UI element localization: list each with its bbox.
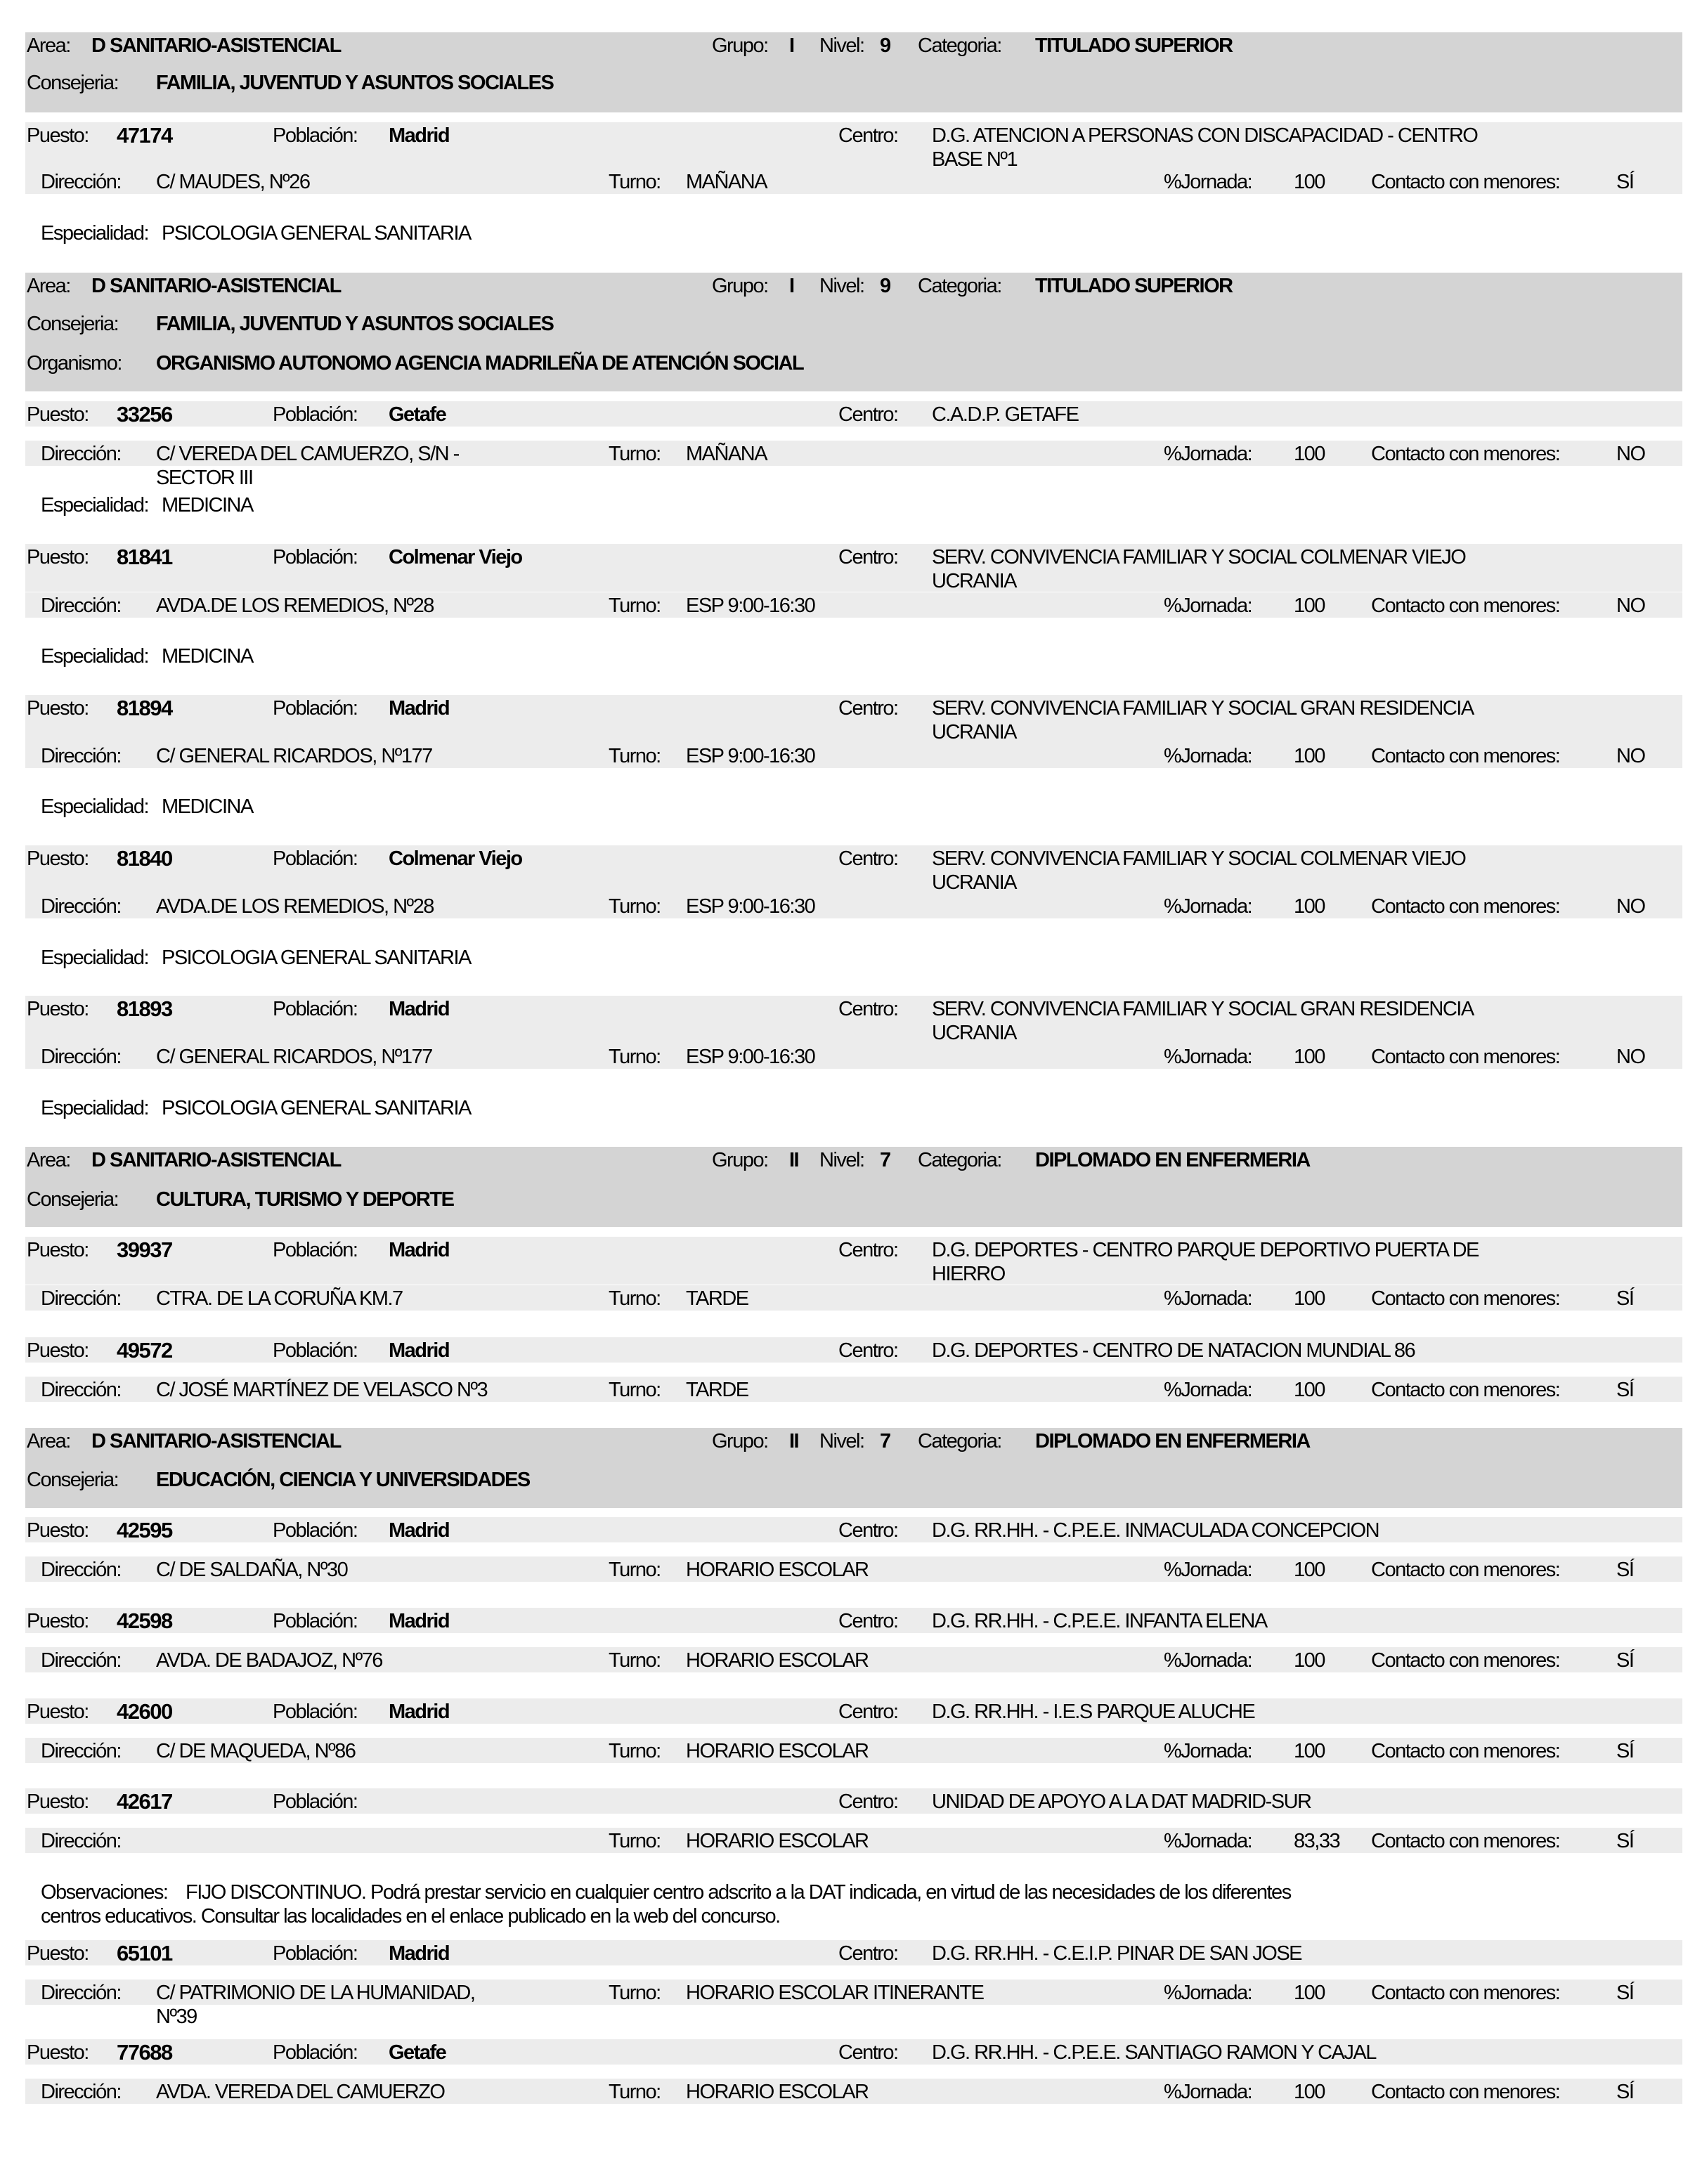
centro-label: Centro: (838, 2041, 898, 2064)
puesto-number: 42617 (117, 1789, 172, 1814)
consejeria-label: Consejeria: (27, 313, 119, 335)
poblacion-label: Población: (273, 403, 358, 426)
especialidad-value: PSICOLOGIA GENERAL SANITARIA (162, 1097, 471, 1119)
centro-value: UCRANIA (932, 721, 1017, 743)
centro-label: Centro: (838, 403, 898, 426)
puesto-number: 33256 (117, 402, 172, 427)
centro-value: HIERRO (932, 1263, 1005, 1285)
direccion-value: C/ DE MAQUEDA, Nº86 (156, 1740, 356, 1762)
turno-value: HORARIO ESCOLAR ITINERANTE (686, 1982, 984, 2004)
direccion-label: Dirección: (41, 1740, 121, 1762)
especialidad-label: Especialidad: (41, 645, 148, 668)
puesto-number: 42595 (117, 1518, 172, 1542)
poblacion-value: Madrid (389, 1610, 450, 1632)
grupo-label: Grupo: (712, 34, 768, 57)
poblacion-value: Getafe (389, 403, 446, 426)
direccion-label: Dirección: (41, 171, 121, 193)
organismo-value: ORGANISMO AUTONOMO AGENCIA MADRILEÑA DE ATENCIÓN SOCIAL (156, 352, 804, 375)
direccion-value: C/ JOSÉ MARTÍNEZ DE VELASCO Nº3 (156, 1379, 488, 1401)
especialidad-label: Especialidad: (41, 494, 148, 516)
turno-value: HORARIO ESCOLAR (686, 1559, 869, 1581)
poblacion-value: Madrid (389, 1701, 450, 1723)
puesto-number: 65101 (117, 1941, 172, 1965)
direccion-value: AVDA. DE BADAJOZ, Nº76 (156, 1649, 382, 1672)
puesto-label: Puesto: (27, 1701, 89, 1723)
poblacion-label: Población: (273, 1942, 358, 1965)
jornada-label: %Jornada: (1164, 1046, 1252, 1068)
contacto-label: Contacto con menores: (1371, 594, 1560, 617)
direccion-label: Dirección: (41, 1287, 121, 1310)
poblacion-value: Madrid (389, 697, 450, 720)
puesto-number: 81841 (117, 545, 172, 569)
centro-value: UCRANIA (932, 871, 1017, 894)
turno-value: ESP 9:00-16:30 (686, 895, 815, 918)
poblacion-label: Población: (273, 697, 358, 720)
turno-label: Turno: (609, 895, 661, 918)
turno-label: Turno: (609, 1046, 661, 1068)
observaciones-value: centros educativos. Consultar las localidades en el enlace publicado en la web del concurso. (41, 1905, 780, 1928)
puesto-label: Puesto: (27, 124, 89, 147)
contacto-label: Contacto con menores: (1371, 1982, 1560, 2004)
contacto-label: Contacto con menores: (1371, 1559, 1560, 1581)
jornada-value: 100 (1294, 1287, 1325, 1310)
categoria-value: TITULADO SUPERIOR (1035, 34, 1233, 57)
direccion-label: Dirección: (41, 1379, 121, 1401)
turno-value: ESP 9:00-16:30 (686, 1046, 815, 1068)
direccion-value: C/ MAUDES, Nº26 (156, 171, 310, 193)
centro-label: Centro: (838, 847, 898, 870)
consejeria-value: FAMILIA, JUVENTUD Y ASUNTOS SOCIALES (156, 72, 554, 94)
poblacion-value: Madrid (389, 1942, 450, 1965)
direccion-value: AVDA.DE LOS REMEDIOS, Nº28 (156, 594, 434, 617)
puesto-label: Puesto: (27, 2041, 89, 2064)
area-label: Area: (27, 1149, 70, 1171)
categoria-value: DIPLOMADO EN ENFERMERIA (1035, 1149, 1310, 1171)
puesto-label: Puesto: (27, 403, 89, 426)
especialidad-value: MEDICINA (162, 494, 253, 516)
centro-value: UNIDAD DE APOYO A LA DAT MADRID-SUR (932, 1790, 1311, 1813)
centro-value: D.G. ATENCION A PERSONAS CON DISCAPACIDAD - CENTRO (932, 124, 1478, 147)
centro-value: SERV. CONVIVENCIA FAMILIAR Y SOCIAL GRAN RESIDENCIA (932, 998, 1474, 1020)
jornada-label: %Jornada: (1164, 443, 1252, 465)
poblacion-label: Población: (273, 1239, 358, 1261)
area-value: D SANITARIO-ASISTENCIAL (91, 275, 341, 297)
especialidad-value: PSICOLOGIA GENERAL SANITARIA (162, 947, 471, 969)
direccion-value: C/ VEREDA DEL CAMUERZO, S/N - (156, 443, 459, 465)
poblacion-label: Población: (273, 546, 358, 568)
contacto-value: NO (1616, 1046, 1645, 1068)
especialidad-label: Especialidad: (41, 947, 148, 969)
grupo-label: Grupo: (712, 1430, 768, 1452)
contacto-value: NO (1616, 895, 1645, 918)
poblacion-value: Madrid (389, 1239, 450, 1261)
jornada-value: 100 (1294, 1982, 1325, 2004)
contacto-label: Contacto con menores: (1371, 895, 1560, 918)
observaciones-label: Observaciones: (41, 1881, 168, 1904)
jornada-label: %Jornada: (1164, 1287, 1252, 1310)
contacto-label: Contacto con menores: (1371, 1740, 1560, 1762)
turno-value: TARDE (686, 1379, 748, 1401)
direccion-label: Dirección: (41, 745, 121, 767)
centro-label: Centro: (838, 546, 898, 568)
puesto-label: Puesto: (27, 697, 89, 720)
area-value: D SANITARIO-ASISTENCIAL (91, 1149, 341, 1171)
contacto-value: SÍ (1616, 2081, 1634, 2103)
puesto-number: 77688 (117, 2040, 172, 2065)
categoria-label: Categoria: (918, 275, 1001, 297)
puesto-label: Puesto: (27, 847, 89, 870)
puesto-label: Puesto: (27, 1339, 89, 1362)
turno-label: Turno: (609, 1830, 661, 1852)
centro-value: BASE Nº1 (932, 148, 1018, 171)
centro-value: D.G. RR.HH. - C.P.E.E. SANTIAGO RAMON Y CAJAL (932, 2041, 1376, 2064)
centro-label: Centro: (838, 1942, 898, 1965)
grupo-value: II (789, 1149, 799, 1171)
turno-label: Turno: (609, 594, 661, 617)
turno-label: Turno: (609, 171, 661, 193)
contacto-value: SÍ (1616, 1559, 1634, 1581)
jornada-label: %Jornada: (1164, 1379, 1252, 1401)
grupo-label: Grupo: (712, 275, 768, 297)
contacto-label: Contacto con menores: (1371, 171, 1560, 193)
nivel-value: 9 (880, 34, 890, 57)
nivel-value: 7 (880, 1430, 890, 1452)
consejeria-value: FAMILIA, JUVENTUD Y ASUNTOS SOCIALES (156, 313, 554, 335)
jornada-label: %Jornada: (1164, 1559, 1252, 1581)
centro-label: Centro: (838, 697, 898, 720)
direccion-label: Dirección: (41, 1046, 121, 1068)
centro-label: Centro: (838, 1519, 898, 1542)
turno-label: Turno: (609, 1982, 661, 2004)
contacto-value: SÍ (1616, 171, 1634, 193)
turno-value: HORARIO ESCOLAR (686, 2081, 869, 2103)
poblacion-value: Madrid (389, 998, 450, 1020)
nivel-value: 7 (880, 1149, 890, 1171)
especialidad-value: MEDICINA (162, 645, 253, 668)
puesto-label: Puesto: (27, 998, 89, 1020)
centro-label: Centro: (838, 1339, 898, 1362)
centro-value: D.G. DEPORTES - CENTRO DE NATACION MUNDIAL 86 (932, 1339, 1415, 1362)
especialidad-label: Especialidad: (41, 222, 148, 245)
turno-label: Turno: (609, 1559, 661, 1581)
contacto-value: NO (1616, 594, 1645, 617)
centro-label: Centro: (838, 1239, 898, 1261)
contacto-label: Contacto con menores: (1371, 1046, 1560, 1068)
puesto-number: 42600 (117, 1699, 172, 1724)
puesto-number: 49572 (117, 1338, 172, 1363)
contacto-value: SÍ (1616, 1287, 1634, 1310)
especialidad-label: Especialidad: (41, 1097, 148, 1119)
direccion-value: CTRA. DE LA CORUÑA KM.7 (156, 1287, 403, 1310)
direccion-label: Dirección: (41, 443, 121, 465)
contacto-label: Contacto con menores: (1371, 745, 1560, 767)
poblacion-value: Colmenar Viejo (389, 847, 522, 870)
turno-label: Turno: (609, 443, 661, 465)
centro-value: SERV. CONVIVENCIA FAMILIAR Y SOCIAL GRAN RESIDENCIA (932, 697, 1474, 720)
puesto-number: 81840 (117, 846, 172, 871)
contacto-label: Contacto con menores: (1371, 443, 1560, 465)
direccion-label: Dirección: (41, 1559, 121, 1581)
categoria-label: Categoria: (918, 1430, 1001, 1452)
direccion-value: C/ DE SALDAÑA, Nº30 (156, 1559, 348, 1581)
centro-label: Centro: (838, 998, 898, 1020)
poblacion-label: Población: (273, 847, 358, 870)
grupo-label: Grupo: (712, 1149, 768, 1171)
jornada-label: %Jornada: (1164, 594, 1252, 617)
centro-value: D.G. RR.HH. - I.E.S PARQUE ALUCHE (932, 1701, 1255, 1723)
poblacion-label: Población: (273, 2041, 358, 2064)
poblacion-value: Getafe (389, 2041, 446, 2064)
turno-value: ESP 9:00-16:30 (686, 745, 815, 767)
observaciones-value: FIJO DISCONTINUO. Podrá prestar servicio en cualquier centro adscrito a la DAT indicada, en virtud de las necesidades de los diferentes (186, 1881, 1291, 1904)
centro-value: D.G. DEPORTES - CENTRO PARQUE DEPORTIVO PUERTA DE (932, 1239, 1479, 1261)
jornada-value: 100 (1294, 895, 1325, 918)
turno-value: ESP 9:00-16:30 (686, 594, 815, 617)
poblacion-label: Población: (273, 1790, 358, 1813)
especialidad-value: MEDICINA (162, 795, 253, 818)
contacto-value: NO (1616, 443, 1645, 465)
turno-label: Turno: (609, 1740, 661, 1762)
consejeria-value: EDUCACIÓN, CIENCIA Y UNIVERSIDADES (156, 1469, 530, 1491)
turno-label: Turno: (609, 1287, 661, 1310)
centro-value: D.G. RR.HH. - C.P.E.E. INFANTA ELENA (932, 1610, 1267, 1632)
puesto-label: Puesto: (27, 1610, 89, 1632)
direccion-value: AVDA. VEREDA DEL CAMUERZO (156, 2081, 445, 2103)
turno-value: MAÑANA (686, 443, 767, 465)
nivel-label: Nivel: (819, 1430, 864, 1452)
turno-value: TARDE (686, 1287, 748, 1310)
poblacion-value: Colmenar Viejo (389, 546, 522, 568)
jornada-label: %Jornada: (1164, 2081, 1252, 2103)
categoria-value: DIPLOMADO EN ENFERMERIA (1035, 1430, 1310, 1452)
direccion-label: Dirección: (41, 594, 121, 617)
direccion-label: Dirección: (41, 1830, 121, 1852)
centro-label: Centro: (838, 1790, 898, 1813)
centro-value: D.G. RR.HH. - C.P.E.E. INMACULADA CONCEPCION (932, 1519, 1379, 1542)
contacto-label: Contacto con menores: (1371, 2081, 1560, 2103)
direccion-value: C/ GENERAL RICARDOS, Nº177 (156, 1046, 432, 1068)
puesto-label: Puesto: (27, 1790, 89, 1813)
centro-label: Centro: (838, 1610, 898, 1632)
poblacion-label: Población: (273, 124, 358, 147)
categoria-value: TITULADO SUPERIOR (1035, 275, 1233, 297)
puesto-label: Puesto: (27, 1519, 89, 1542)
area-label: Area: (27, 1430, 70, 1452)
especialidad-value: PSICOLOGIA GENERAL SANITARIA (162, 222, 471, 245)
direccion-label: Dirección: (41, 1649, 121, 1672)
centro-value: UCRANIA (932, 1022, 1017, 1044)
consejeria-label: Consejeria: (27, 72, 119, 94)
jornada-label: %Jornada: (1164, 745, 1252, 767)
poblacion-value: Madrid (389, 1339, 450, 1362)
centro-label: Centro: (838, 124, 898, 147)
puesto-label: Puesto: (27, 1239, 89, 1261)
poblacion-label: Población: (273, 998, 358, 1020)
poblacion-label: Población: (273, 1519, 358, 1542)
jornada-value: 100 (1294, 2081, 1325, 2103)
centro-value: SERV. CONVIVENCIA FAMILIAR Y SOCIAL COLMENAR VIEJO (932, 546, 1466, 568)
poblacion-value: Madrid (389, 1519, 450, 1542)
area-label: Area: (27, 275, 70, 297)
centro-value: D.G. RR.HH. - C.E.I.P. PINAR DE SAN JOSE (932, 1942, 1302, 1965)
puesto-label: Puesto: (27, 1942, 89, 1965)
puesto-label: Puesto: (27, 546, 89, 568)
jornada-value: 100 (1294, 594, 1325, 617)
jornada-label: %Jornada: (1164, 1740, 1252, 1762)
poblacion-label: Población: (273, 1701, 358, 1723)
centro-label: Centro: (838, 1701, 898, 1723)
jornada-value: 100 (1294, 1046, 1325, 1068)
contacto-value: NO (1616, 745, 1645, 767)
direccion-value: C/ PATRIMONIO DE LA HUMANIDAD, (156, 1982, 475, 2004)
nivel-label: Nivel: (819, 34, 864, 57)
jornada-value: 100 (1294, 1649, 1325, 1672)
jornada-value: 100 (1294, 1740, 1325, 1762)
jornada-value: 83,33 (1294, 1830, 1340, 1852)
contacto-value: SÍ (1616, 1740, 1634, 1762)
turno-value: HORARIO ESCOLAR (686, 1740, 869, 1762)
turno-label: Turno: (609, 2081, 661, 2103)
puesto-number: 47174 (117, 123, 172, 148)
turno-value: MAÑANA (686, 171, 767, 193)
jornada-label: %Jornada: (1164, 1830, 1252, 1852)
jornada-value: 100 (1294, 745, 1325, 767)
poblacion-label: Población: (273, 1339, 358, 1362)
contacto-value: SÍ (1616, 1830, 1634, 1852)
jornada-value: 100 (1294, 1559, 1325, 1581)
poblacion-value: Madrid (389, 124, 450, 147)
contacto-value: SÍ (1616, 1982, 1634, 2004)
direccion-value: Nº39 (156, 2006, 197, 2028)
turno-label: Turno: (609, 1379, 661, 1401)
direccion-value: AVDA.DE LOS REMEDIOS, Nº28 (156, 895, 434, 918)
area-value: D SANITARIO-ASISTENCIAL (91, 1430, 341, 1452)
organismo-label: Organismo: (27, 352, 122, 375)
poblacion-label: Población: (273, 1610, 358, 1632)
jornada-label: %Jornada: (1164, 1982, 1252, 2004)
nivel-value: 9 (880, 275, 890, 297)
direccion-value: SECTOR III (156, 467, 253, 489)
contacto-label: Contacto con menores: (1371, 1287, 1560, 1310)
direccion-label: Dirección: (41, 1982, 121, 2004)
nivel-label: Nivel: (819, 275, 864, 297)
jornada-label: %Jornada: (1164, 171, 1252, 193)
jornada-value: 100 (1294, 443, 1325, 465)
turno-label: Turno: (609, 745, 661, 767)
centro-value: SERV. CONVIVENCIA FAMILIAR Y SOCIAL COLMENAR VIEJO (932, 847, 1466, 870)
grupo-value: II (789, 1430, 799, 1452)
grupo-value: I (789, 275, 794, 297)
turno-value: HORARIO ESCOLAR (686, 1649, 869, 1672)
turno-value: HORARIO ESCOLAR (686, 1830, 869, 1852)
contacto-value: SÍ (1616, 1379, 1634, 1401)
jornada-label: %Jornada: (1164, 1649, 1252, 1672)
puesto-number: 81894 (117, 696, 172, 720)
puesto-number: 81893 (117, 996, 172, 1021)
area-label: Area: (27, 34, 70, 57)
contacto-label: Contacto con menores: (1371, 1830, 1560, 1852)
contacto-label: Contacto con menores: (1371, 1379, 1560, 1401)
consejeria-label: Consejeria: (27, 1188, 119, 1211)
categoria-label: Categoria: (918, 34, 1001, 57)
puesto-number: 42598 (117, 1608, 172, 1633)
consejeria-label: Consejeria: (27, 1469, 119, 1491)
puesto-number: 39937 (117, 1237, 172, 1262)
direccion-value: C/ GENERAL RICARDOS, Nº177 (156, 745, 432, 767)
centro-value: UCRANIA (932, 570, 1017, 592)
jornada-value: 100 (1294, 1379, 1325, 1401)
direccion-label: Dirección: (41, 2081, 121, 2103)
jornada-value: 100 (1294, 171, 1325, 193)
direccion-label: Dirección: (41, 895, 121, 918)
area-value: D SANITARIO-ASISTENCIAL (91, 34, 341, 57)
grupo-value: I (789, 34, 794, 57)
consejeria-value: CULTURA, TURISMO Y DEPORTE (156, 1188, 454, 1211)
centro-value: C.A.D.P. GETAFE (932, 403, 1079, 426)
jornada-label: %Jornada: (1164, 895, 1252, 918)
contacto-label: Contacto con menores: (1371, 1649, 1560, 1672)
nivel-label: Nivel: (819, 1149, 864, 1171)
contacto-value: SÍ (1616, 1649, 1634, 1672)
categoria-label: Categoria: (918, 1149, 1001, 1171)
turno-label: Turno: (609, 1649, 661, 1672)
especialidad-label: Especialidad: (41, 795, 148, 818)
